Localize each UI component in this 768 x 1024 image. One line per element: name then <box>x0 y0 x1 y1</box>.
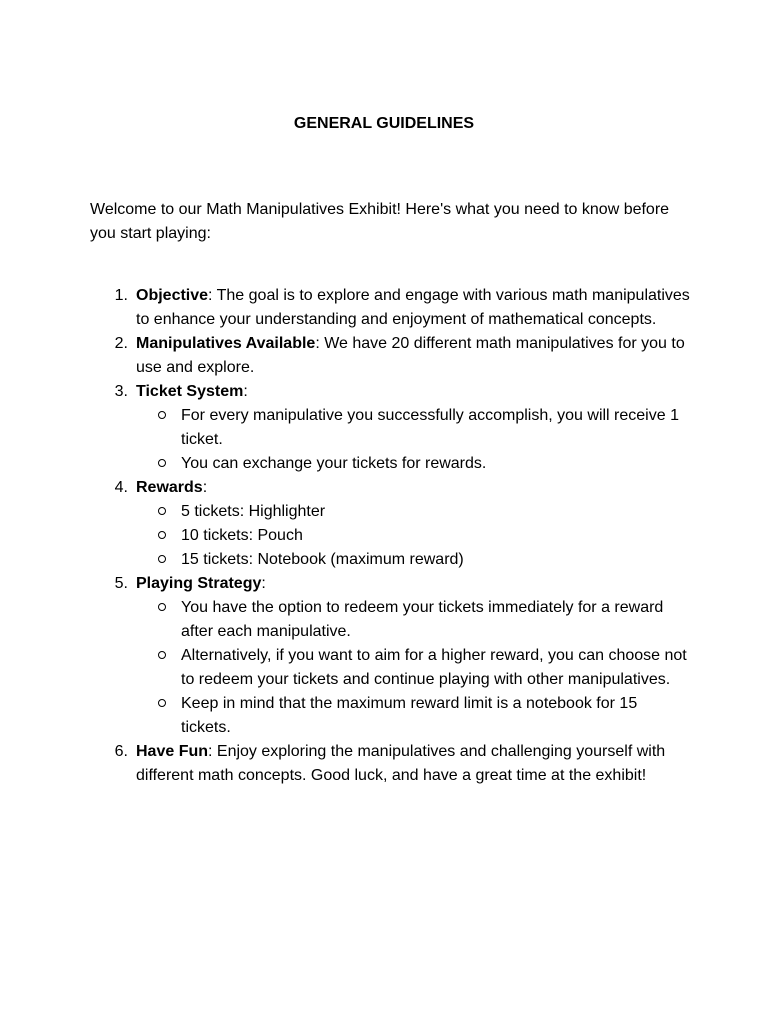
item-number: 1. <box>114 287 128 304</box>
item-term: Rewards <box>136 479 203 496</box>
item-term: Manipulatives Available <box>136 335 316 352</box>
item-term: Ticket System <box>136 383 244 400</box>
sub-item-text: 5 tickets: Highlighter <box>181 503 326 520</box>
sub-list <box>136 596 690 740</box>
item-text: : We have 20 different math manipulatives for you to use and explore. <box>136 335 685 376</box>
sub-list <box>136 404 690 476</box>
circle-bullet-icon <box>158 531 166 539</box>
guideline-item-ticket-system <box>90 380 690 476</box>
item-text: : <box>243 383 248 400</box>
item-number: 6. <box>114 743 128 760</box>
sub-list-item <box>136 692 690 740</box>
item-number: 3. <box>114 383 128 400</box>
item-number: 5. <box>114 575 128 592</box>
circle-bullet-icon <box>158 507 166 515</box>
circle-bullet-icon <box>158 603 166 611</box>
sub-list <box>136 500 690 572</box>
guideline-item-rewards <box>90 476 690 572</box>
sub-item-text: You can exchange your tickets for rewards. <box>181 455 487 472</box>
item-term: Objective <box>136 287 209 304</box>
guidelines-list <box>90 284 690 788</box>
sub-list-item <box>136 452 690 476</box>
sub-item-text: 10 tickets: Pouch <box>181 527 303 544</box>
guideline-item-playing-strategy <box>90 572 690 740</box>
sub-list-item <box>136 596 690 644</box>
sub-list-item <box>136 404 690 452</box>
circle-bullet-icon <box>158 651 166 659</box>
circle-bullet-icon <box>158 459 166 467</box>
sub-item-text: For every manipulative you successfully accomplish, you will receive 1 ticket. <box>181 407 679 448</box>
sub-list-item <box>136 548 690 572</box>
item-text: : The goal is to explore and engage with various math manipulatives to enhance your understanding and enjoyment of mathematical concepts. <box>136 287 690 328</box>
guideline-item-objective <box>90 284 690 332</box>
document-title: GENERAL GUIDELINES <box>293 115 475 132</box>
sub-item-text: Keep in mind that the maximum reward limit is a notebook for 15 tickets. <box>181 695 638 736</box>
sub-item-text: Alternatively, if you want to aim for a higher reward, you can choose not to redeem your tickets and continue playing with other manipulatives. <box>181 647 687 688</box>
sub-item-text: 15 tickets: Notebook (maximum reward) <box>181 551 464 568</box>
item-number: 2. <box>114 335 128 352</box>
sub-item-text: You have the option to redeem your tickets immediately for a reward after each manipulative. <box>181 599 664 640</box>
guideline-item-have-fun <box>90 740 690 788</box>
sub-list-item <box>136 524 690 548</box>
item-text: : Enjoy exploring the manipulatives and challenging yourself with different math concepts. Good luck, and have a great time at the exhibit! <box>136 743 666 784</box>
item-number: 4. <box>114 479 128 496</box>
circle-bullet-icon <box>158 555 166 563</box>
item-text: : <box>202 479 208 496</box>
guideline-item-manipulatives <box>90 332 690 380</box>
item-term: Playing Strategy <box>136 575 262 592</box>
circle-bullet-icon <box>158 411 166 419</box>
item-term: Have Fun <box>136 743 209 760</box>
circle-bullet-icon <box>158 699 166 707</box>
item-text: : <box>261 575 266 592</box>
intro-paragraph: Welcome to our Math Manipulatives Exhibit! Here's what you need to know before you start playing: <box>90 201 670 242</box>
sub-list-item <box>136 644 690 692</box>
sub-list-item <box>136 500 690 524</box>
